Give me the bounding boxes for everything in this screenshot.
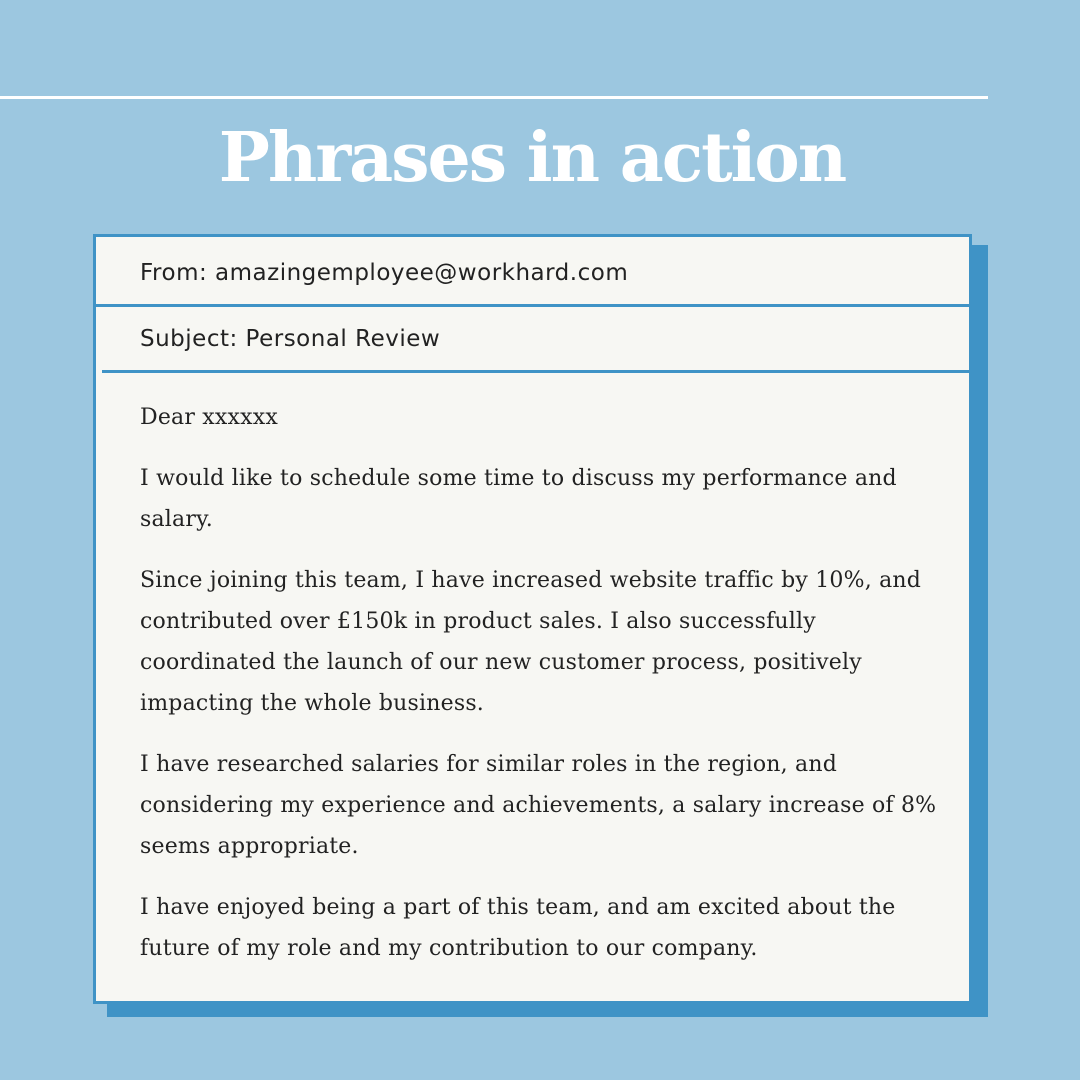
subject-divider <box>102 370 969 373</box>
email-body <box>140 397 940 989</box>
email-card <box>93 234 972 1004</box>
top-divider-line <box>0 96 988 99</box>
page-title: Phrases in action <box>218 118 846 198</box>
email-paragraph: I have enjoyed being a part of this team, and am excited about the future of my role and my contribution to our company. <box>140 895 896 961</box>
email-from-line: From: amazingemployee@workhard.com <box>140 260 629 286</box>
email-paragraph: Since joining this team, I have increased website traffic by 10%, and contributed over £150k in product sales. I also successfully coordinated the launch of our new customer process, positively impacting the whole business. <box>140 568 922 716</box>
email-greeting: Dear xxxxxx <box>140 405 278 430</box>
email-paragraph: I would like to schedule some time to discuss my performance and salary. <box>140 466 897 532</box>
email-paragraph: I have researched salaries for similar roles in the region, and considering my experience and achievements, a salary increase of 8% seems appropriate. <box>140 752 937 859</box>
email-subject-line: Subject: Personal Review <box>140 326 441 352</box>
